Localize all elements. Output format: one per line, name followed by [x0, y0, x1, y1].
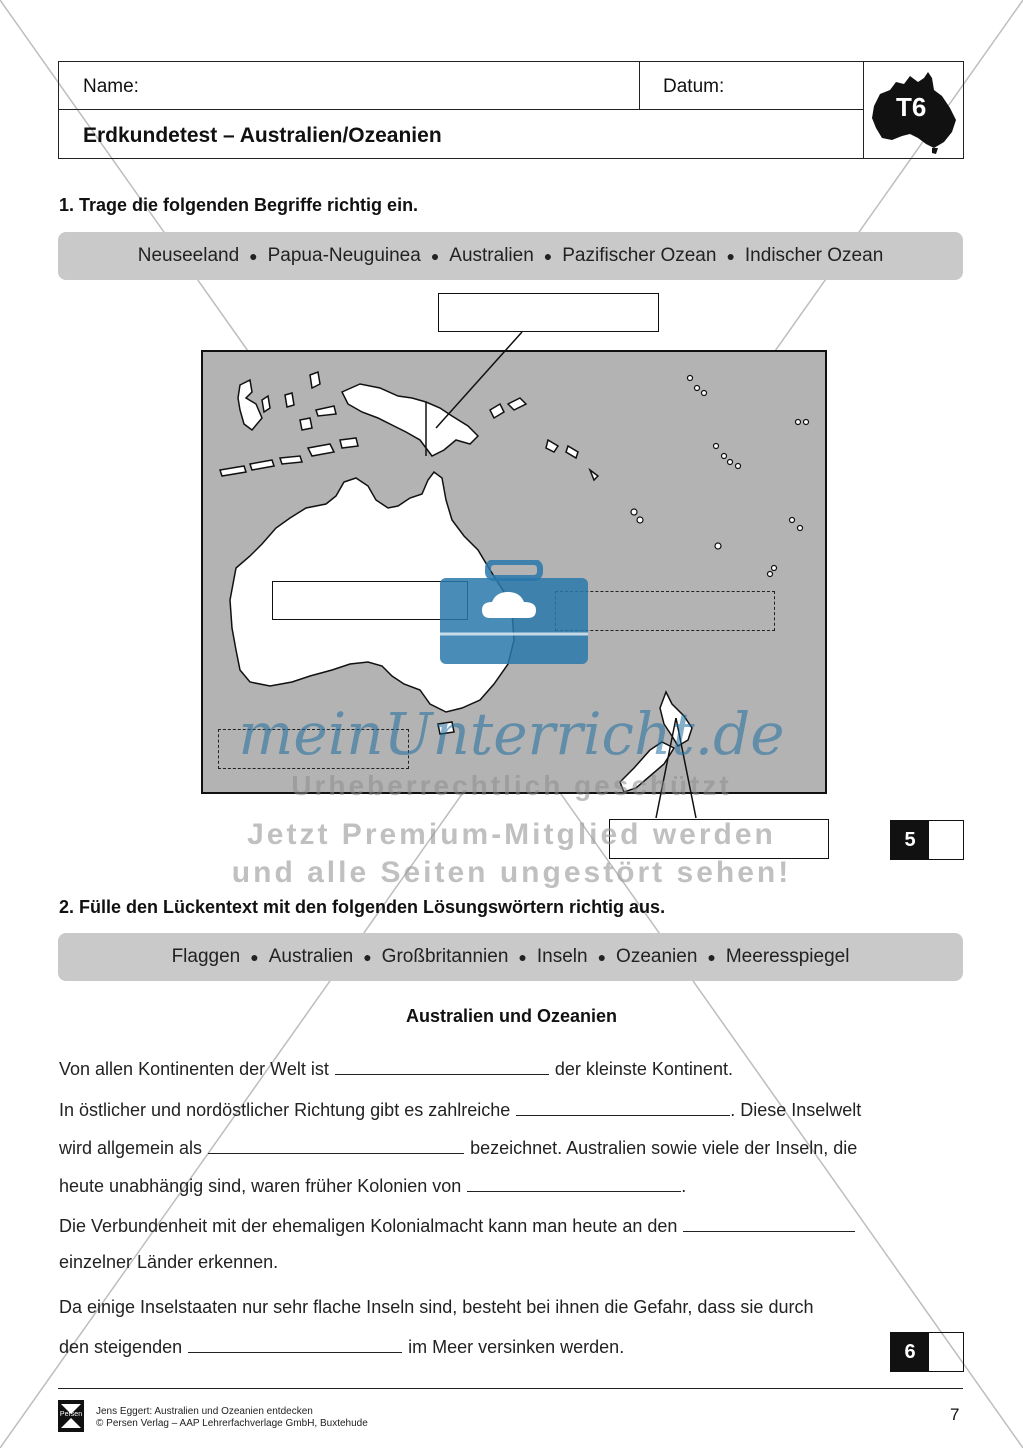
bullet-icon: ●: [707, 949, 716, 965]
gap-text-line: den steigenden im Meer versinken werden.: [59, 1337, 625, 1357]
bullet-icon: ●: [430, 248, 440, 264]
name-label: Name:: [83, 76, 139, 97]
date-label: Datum:: [663, 76, 725, 97]
word-item: Neuseeland: [137, 245, 240, 266]
answer-gap[interactable]: [467, 1174, 681, 1192]
watermark-see-pages: und alle Seiten ungestört sehen!: [231, 856, 792, 889]
text-subheading: Australien und Ozeanien: [405, 1006, 618, 1026]
bullet-icon: ●: [543, 248, 553, 264]
gap-text-line: Da einige Inselstaaten nur sehr flache Inseln sind, besteht bei ihnen die Gefahr, dass sie durch: [59, 1297, 814, 1317]
answer-gap[interactable]: [335, 1057, 549, 1075]
task2-word-bank: [58, 933, 963, 981]
test-title: Erdkundetest – Australien/Ozeanien: [83, 124, 442, 147]
answer-gap[interactable]: [683, 1214, 855, 1232]
persen-logo-icon: [58, 1400, 84, 1432]
gap-text-line: heute unabhängig sind, waren früher Kolonien von .: [59, 1176, 687, 1196]
word-item: Ozeanien: [616, 946, 698, 967]
task2-score-box: [890, 1332, 964, 1372]
answer-gap[interactable]: [208, 1136, 464, 1154]
watermark-premium: Jetzt Premium-Mitglied werden: [247, 818, 776, 851]
answer-gap[interactable]: [188, 1335, 402, 1353]
word-item: Papua-Neuguinea: [267, 245, 421, 266]
bullet-icon: ●: [249, 248, 258, 264]
word-item: Großbritannien: [381, 946, 509, 967]
gap-text-line: einzelner Länder erkennen.: [59, 1252, 279, 1272]
footer-divider: [58, 1388, 963, 1389]
watermark-copyright: Urheberrechtlich geschützt: [291, 770, 732, 801]
gap-text-line: Die Verbundenheit mit der ehemaligen Kolonialmacht kann man heute an den: [59, 1214, 861, 1237]
gap-text-line: In östlicher und nordöstlicher Richtung gibt es zahlreiche . Diese Inselwelt: [59, 1100, 862, 1120]
task1-score: 5: [891, 821, 929, 859]
task2-score: 6: [891, 1333, 929, 1371]
word-item: Australien: [268, 946, 354, 967]
task1-title: 1. Trage die folgenden Begriffe richtig ein.: [59, 195, 419, 215]
page-number: 7: [950, 1405, 960, 1424]
footer-author: Jens Eggert: Australien und Ozeanien entdecken: [96, 1406, 313, 1417]
gap-text-line: wird allgemein als bezeichnet. Australien sowie viele der Inseln, die: [59, 1138, 858, 1158]
gap-text-line: Von allen Kontinenten der Welt ist der kleinste Kontinent.: [59, 1059, 733, 1079]
word-item: Inseln: [536, 946, 588, 967]
bullet-icon: ●: [597, 949, 607, 965]
footer-copyright: © Persen Verlag – AAP Lehrerfachverlage GmbH, Buxtehude: [96, 1418, 368, 1429]
briefcase-icon: [436, 560, 592, 666]
word-item: Pazifischer Ozean: [562, 245, 717, 266]
bullet-icon: ●: [363, 949, 372, 965]
task2-title: 2. Fülle den Lückentext mit den folgenden Lösungswörtern richtig aus.: [59, 897, 666, 917]
test-code: T6: [896, 92, 927, 122]
papua-answer-box[interactable]: [438, 293, 659, 332]
bullet-icon: ●: [518, 949, 527, 965]
publisher-name: Persen: [59, 1411, 83, 1418]
watermark-brand: meinUnterricht.de: [238, 700, 785, 768]
bullet-icon: ●: [726, 248, 735, 264]
bullet-icon: ●: [250, 949, 259, 965]
word-item: Meeresspiegel: [725, 946, 850, 967]
word-item: Flaggen: [171, 946, 241, 967]
word-item: Australien: [449, 245, 534, 266]
word-item: Indischer Ozean: [744, 245, 884, 266]
answer-gap[interactable]: [516, 1098, 730, 1116]
